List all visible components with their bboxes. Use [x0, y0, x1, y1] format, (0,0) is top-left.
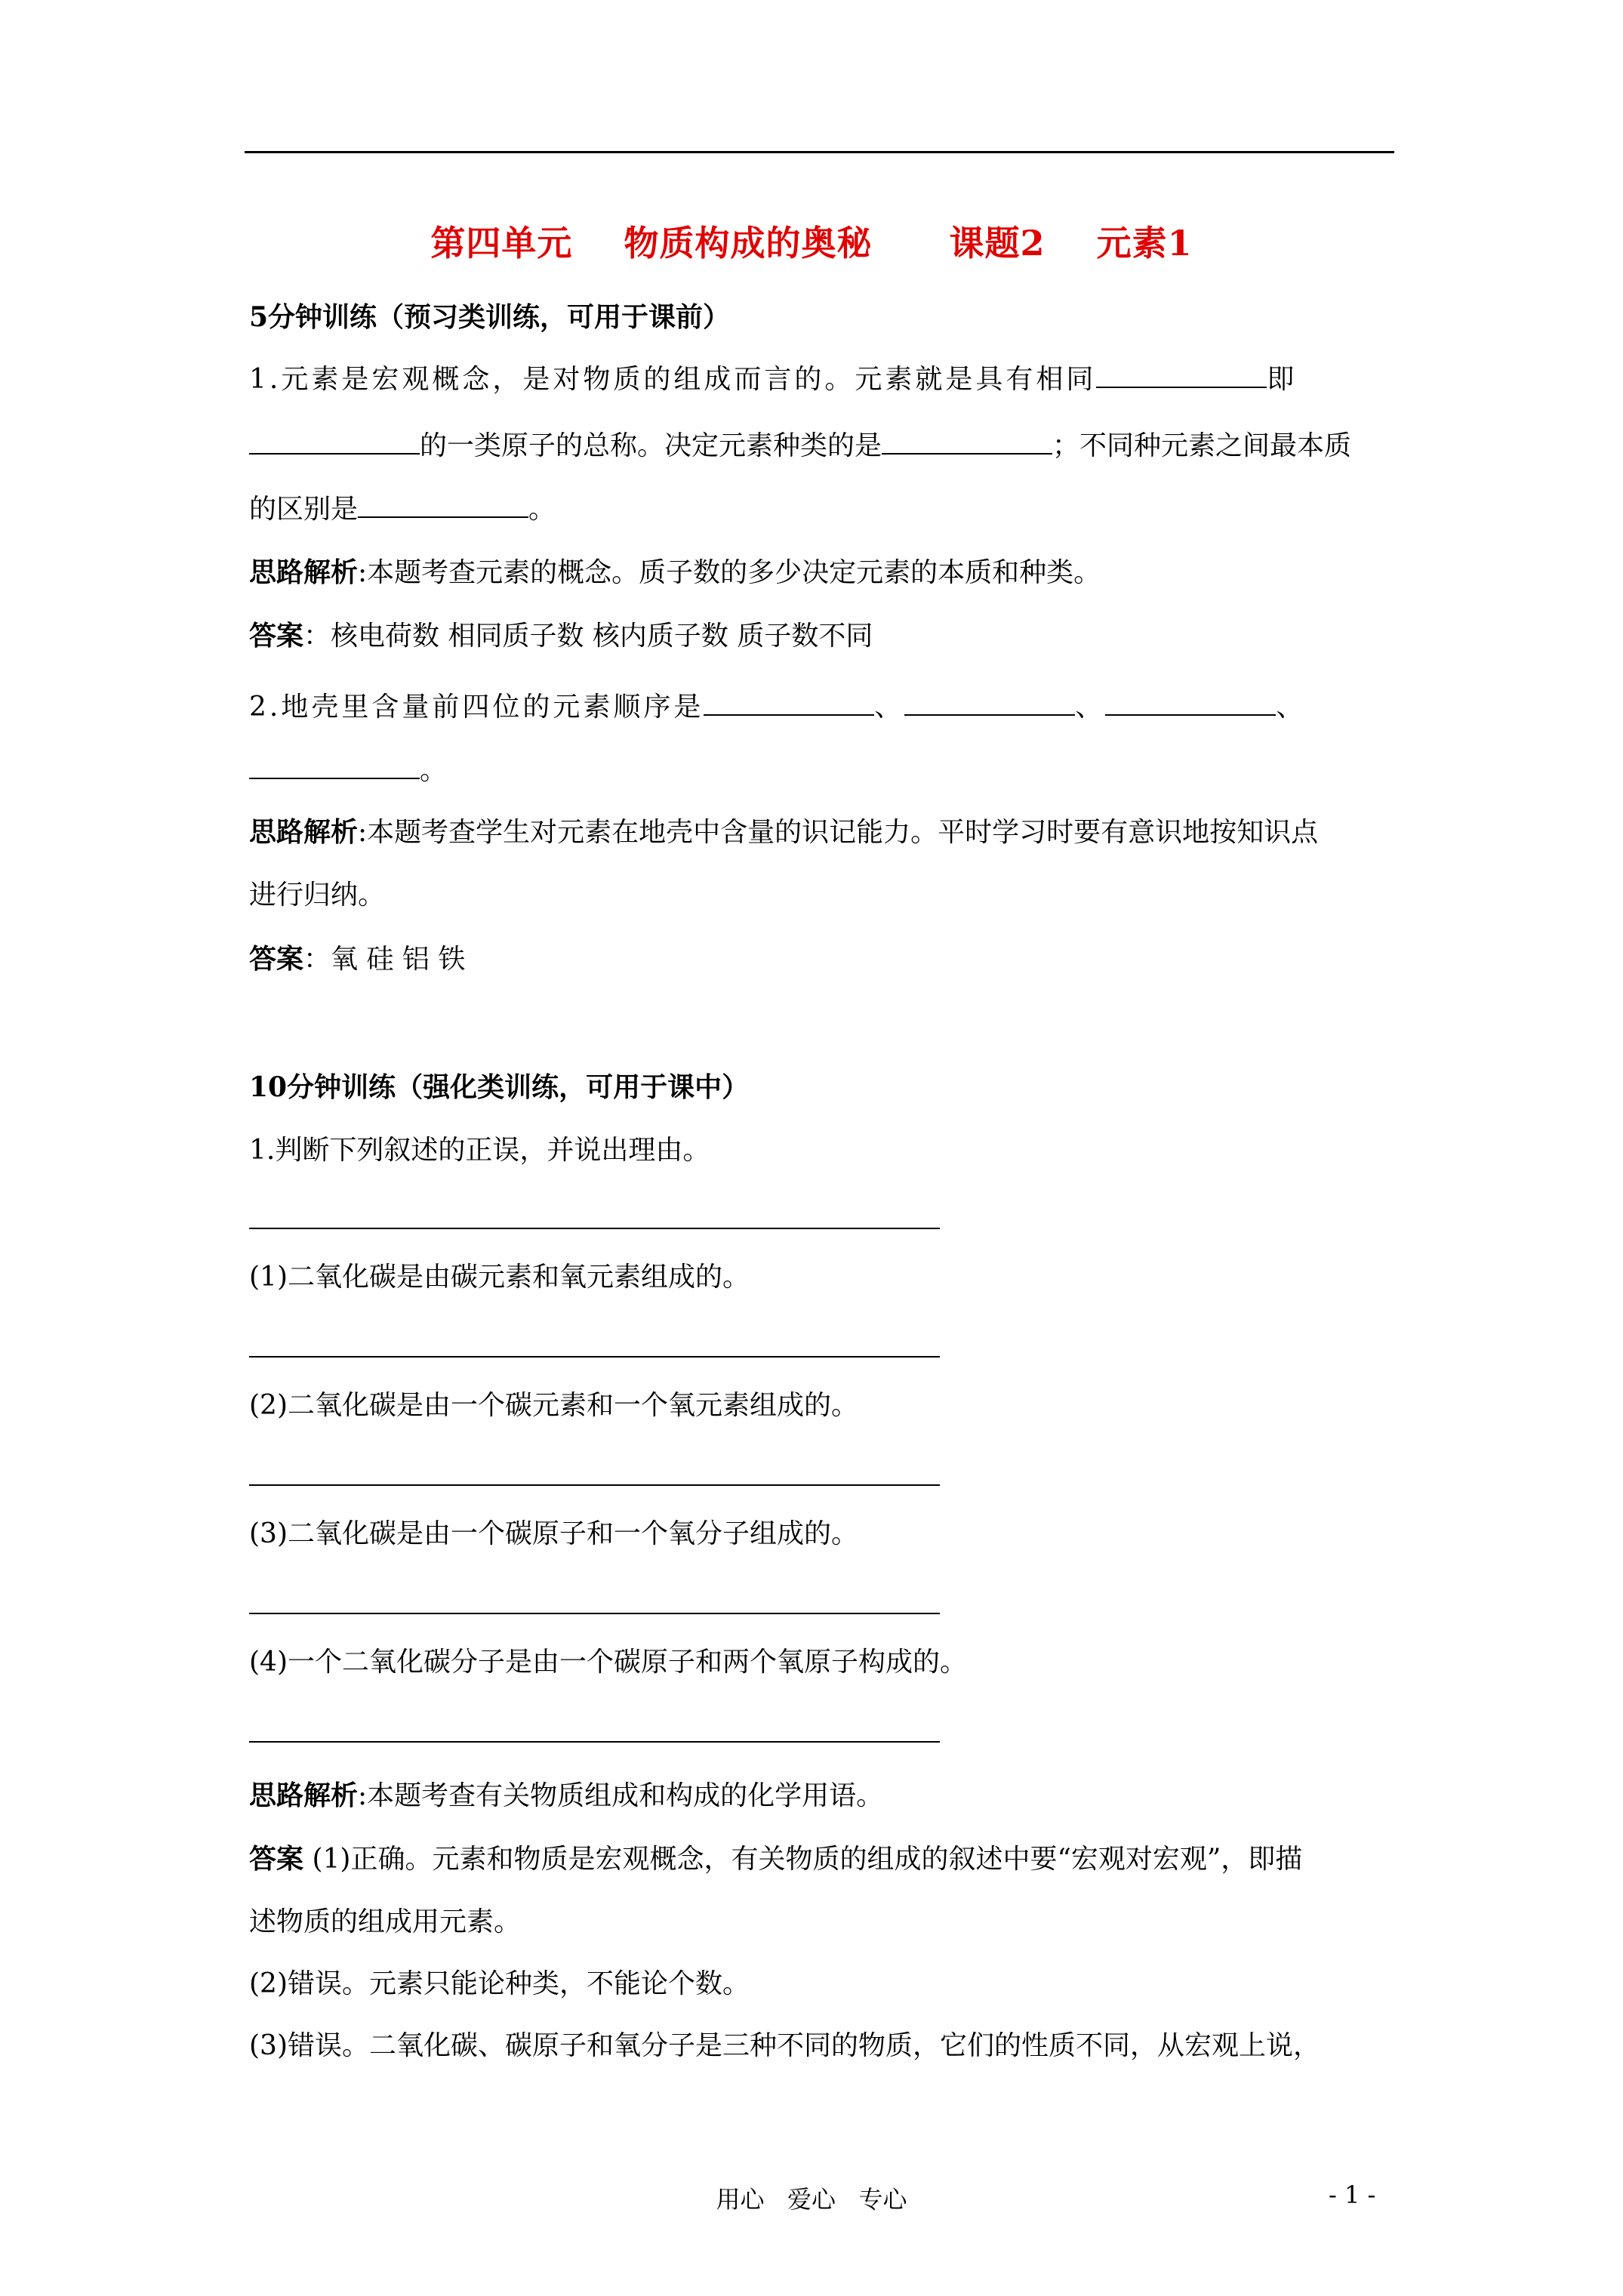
- section1-heading: 5分钟训练（预习类训练，可用于课前）: [249, 301, 731, 333]
- answer-text: ：氧 硅 铝 铁: [303, 944, 466, 975]
- s2-item-3: (3)二氧化碳是由一个碳原子和一个氧分子组成的。: [249, 1518, 858, 1549]
- section2-heading: 10分钟训练（强化类训练，可用于课中）: [249, 1071, 750, 1103]
- s2-q1-stem: 1.判断下列叙述的正误，并说出理由。: [249, 1135, 710, 1166]
- answer-label: 答案: [249, 1843, 304, 1875]
- separator: 、: [1276, 692, 1307, 723]
- q1-line2-text: 的一类原子的总称。决定元素种类的是: [420, 430, 882, 461]
- analysis-label: 思路解析: [249, 816, 359, 848]
- header-rule: [245, 151, 1394, 153]
- answer-line: [249, 1356, 940, 1358]
- analysis-text: :本题考查有关物质组成和构成的化学用语。: [358, 1780, 884, 1811]
- answer-blank: [249, 752, 420, 779]
- q1-line3: [249, 491, 556, 526]
- analysis-text: :本题考查学生对元素在地壳中含量的识记能力。平时学习时要有意识地按知识点: [358, 817, 1319, 848]
- q2-line1-text: 2.地壳里含量前四位的元素顺序是: [249, 692, 704, 723]
- analysis-text: :本题考查元素的概念。质子数的多少决定元素的本质和种类。: [358, 557, 1101, 588]
- analysis-label: 思路解析: [249, 556, 359, 588]
- answer-label: 答案: [249, 943, 304, 975]
- separator: 、: [1075, 692, 1106, 723]
- q1-answer: [249, 619, 873, 653]
- q2-line1: [249, 689, 1306, 724]
- answer-blank: [1105, 689, 1276, 716]
- s2-answer-3: (3)错误。二氧化碳、碳原子和氧分子是三种不同的物质，它们的性质不同，从宏观上说，: [249, 2030, 1320, 2061]
- separator: 、: [874, 692, 905, 723]
- s2-answer-1: [249, 1842, 1302, 1876]
- q2-analysis: [249, 815, 1318, 849]
- s2-item-2: (2)二氧化碳是由一个碳元素和一个氧元素组成的。: [249, 1390, 858, 1421]
- footer-motto: 用心 爱心 专心: [716, 2185, 907, 2214]
- q2-analysis-cont: 进行归纳。: [249, 880, 386, 911]
- q2-end: 。: [420, 755, 448, 786]
- answer-line: [249, 1741, 940, 1743]
- answer-label: 答案: [249, 620, 304, 652]
- q1-line1-tail: 即: [1267, 364, 1298, 395]
- q1-line3-text: 的区别是: [249, 494, 359, 525]
- s2-answer-1-cont: 述物质的组成用元素。: [249, 1906, 522, 1937]
- answer-blank: [249, 427, 420, 455]
- answer-blank: [704, 689, 874, 716]
- answer-blank: [1096, 361, 1267, 388]
- answer-blank: [904, 689, 1075, 716]
- answer-line: [249, 1228, 940, 1229]
- s2-item-4: (4)一个二氧化碳分子是由一个碳原子和两个氧原子构成的。: [249, 1647, 967, 1678]
- s2-analysis: [249, 1779, 883, 1813]
- q1-line1: [249, 361, 1297, 396]
- answer-text: ：核电荷数 相同质子数 核内质子数 质子数不同: [303, 621, 873, 652]
- q1-line3-tail: 。: [528, 494, 556, 525]
- q2-line2: [249, 752, 447, 787]
- page-title: 第四单元 物质构成的奥秘 课题2 元素1: [430, 223, 1193, 264]
- q2-answer: [249, 942, 465, 976]
- s2-answer-2: (2)错误。元素只能论种类，不能论个数。: [249, 1968, 750, 1999]
- q1-line2-tail: ；不同种元素之间最本质: [1052, 430, 1352, 461]
- q1-analysis: [249, 556, 1101, 590]
- answer-blank: [358, 491, 528, 518]
- answer-line: [249, 1613, 940, 1614]
- q1-line2: [249, 427, 1351, 463]
- q1-line1-text: 1.元素是宏观概念，是对物质的组成而言的。元素就是具有相同: [249, 364, 1097, 395]
- answer-line: [249, 1484, 940, 1486]
- answer-blank: [882, 427, 1052, 455]
- answer-text: (1)正确。元素和物质是宏观概念，有关物质的组成的叙述中要“宏观对宏观”，即描: [303, 1844, 1303, 1875]
- s2-item-1: (1)二氧化碳是由碳元素和氧元素组成的。: [249, 1262, 750, 1293]
- page-number: - 1 -: [1329, 2180, 1376, 2209]
- analysis-label: 思路解析: [249, 1780, 359, 1811]
